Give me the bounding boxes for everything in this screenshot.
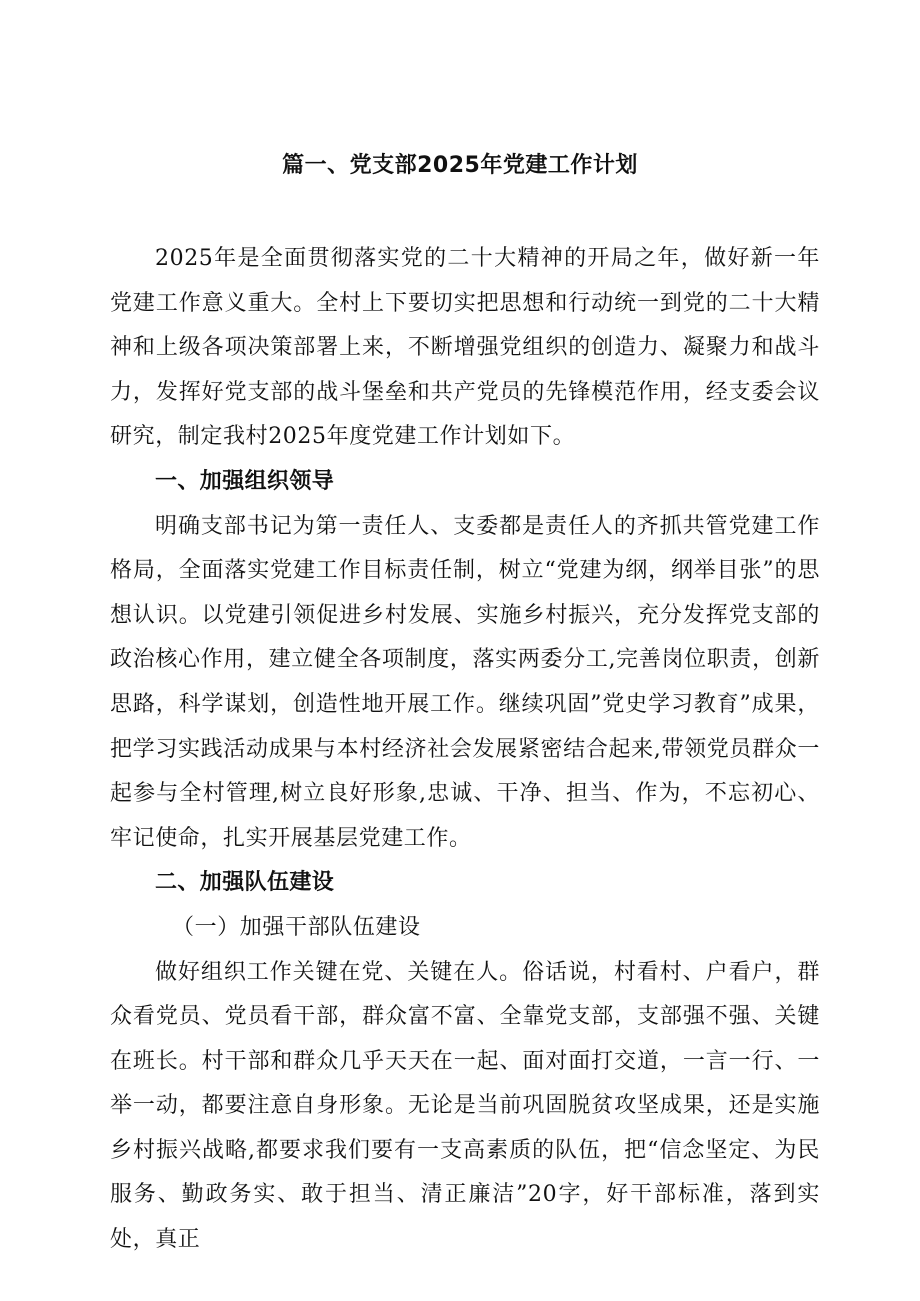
section-1-heading: 一、加强组织领导 bbox=[155, 468, 335, 494]
section-1-paragraph: 明确支部书记为第一责任人、支委都是责任人的齐抓共管党建工作格局，全面落实党建工作目标责任制，树立“党建为纲，纲举目张”的思想认识。以党建引领促进乡村发展、实施乡村振兴，充分发挥党支部的政治核心作用，建立健全各项制度，落实两委分工,完善岗位职责，创新思路，科学谋划，创造性地开展工作。继续巩固”党史学习教育”成果，把学习实践活动成果与本村经济社会发展紧密结合起来,带领党员群众一起参与全村管理,树立良好形象,忠诚、干净、担当、作为，不忘初心、牢记使命，扎实开展基层党建工作。 bbox=[110, 513, 820, 851]
document-title: 篇一、党支部2025年党建工作计划 bbox=[282, 153, 638, 178]
section-2-subheading: （一）加强干部队伍建设 bbox=[172, 914, 421, 940]
section-2-heading: 二、加强队伍建设 bbox=[155, 870, 335, 896]
intro-paragraph: 2025年是全面贯彻落实党的二十大精神的开局之年，做好新一年党建工作意义重大。全村上下要切实把思想和行动统一到党的二十大精神和上级各项决策部署上来，不断增强党组织的创造力、凝聚力和战斗力，发挥好党支部的战斗堡垒和共产党员的先锋模范作用，经支委会议研究，制定我村2025年度党建工作计划如下。 bbox=[110, 246, 820, 450]
document-body bbox=[110, 237, 820, 1263]
section-2-paragraph: 做好组织工作关键在党、关键在人。俗话说，村看村、户看户，群众看党员、党员看干部，群众富不富、全靠党支部，支部强不强、关键在班长。村干部和群众几乎天天在一起、面对面打交道，一言一行、一举一动，都要注意自身形象。无论是当前巩固脱贫攻坚成果，还是实施乡村振兴战略,都要求我们要有一支高素质的队伍，把“信念坚定、为民服务、勤政务实、敢于担当、清正廉洁”20字，好干部标准，落到实处，真正 bbox=[110, 959, 820, 1253]
